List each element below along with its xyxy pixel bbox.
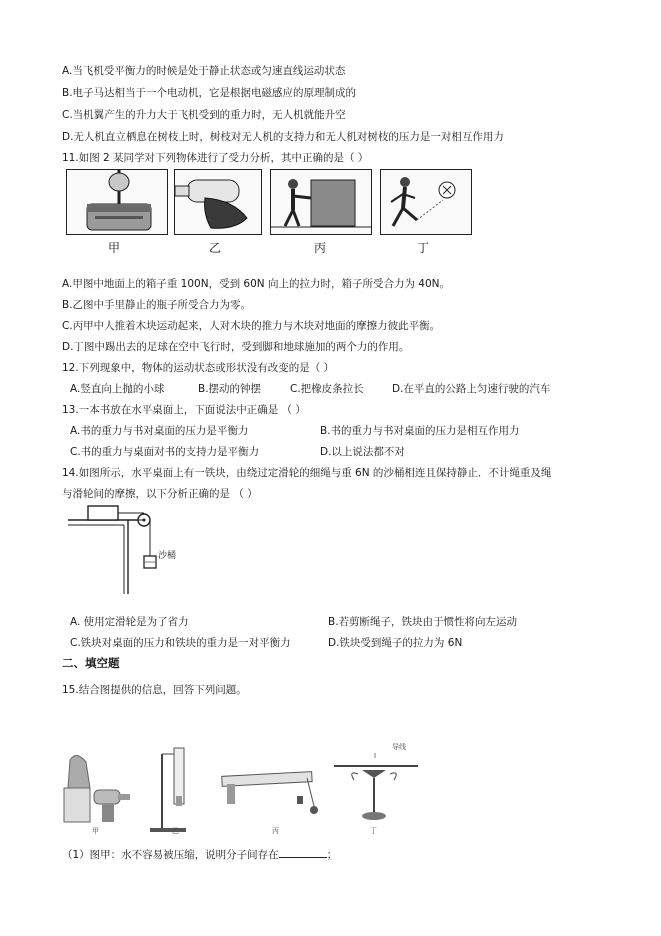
section-heading-fill-in: 二、填空题	[62, 656, 120, 670]
q15-sub1-suffix: ；	[326, 849, 338, 861]
q11-stem: 11.如图 2 某同学对下列物体进行了受力分析，其中正确的是（ ）	[62, 152, 369, 164]
q12-stem: 12.下列现象中，物体的运动状态或形状没有改变的是（ ）	[62, 362, 335, 374]
q15-fig-ding	[334, 766, 418, 820]
q15-stem: 15.结合图提供的信息，回答下列问题。	[62, 684, 247, 696]
q12-option-c: C.把橡皮条拉长	[290, 383, 364, 395]
q11-option-c: C.丙甲中人推着木块运动起来，人对木块的推力与木块对地面的摩擦力彼此平衡。	[62, 320, 441, 332]
q14-option-d: D.铁块受到绳子的拉力为 6N	[328, 637, 463, 649]
box-lift-illustration	[67, 170, 167, 234]
q11-panel-ding	[380, 169, 472, 235]
q15-label-jia: 甲	[92, 827, 99, 835]
q10-option-d: D.无人机直立栖息在树枝上时，树枝对无人机的支持力和无人机对树枝的压力是一对相互作用力	[62, 131, 504, 143]
q15-experiments-illustration	[62, 740, 422, 835]
q14-stem-line2: 与滑轮间的摩擦，以下分析正确的是 （ ）	[62, 488, 258, 500]
q13-option-b: B.书的重力与书对桌面的压力是相互作用力	[320, 425, 520, 437]
q14-option-b: B.若剪断绳子，铁块由于惯性将向左运动	[328, 616, 518, 628]
q11-panel-bing	[270, 169, 372, 235]
q15-label-bing: 丙	[272, 827, 279, 835]
wire-label: 导线	[392, 743, 406, 751]
kick-ball-illustration	[381, 170, 471, 234]
q12-option-d: D.在平直的公路上匀速行驶的汽车	[392, 383, 551, 395]
q14-pulley-figure	[68, 502, 188, 598]
q15-fig-bing	[222, 772, 318, 814]
q11-option-b: B.乙图中手里静止的瓶子所受合力为零。	[62, 299, 252, 311]
q15-fig-jia	[64, 755, 130, 822]
q10-option-c: C.当机翼产生的升力大于飞机受到的重力时，无人机就能升空	[62, 109, 346, 121]
q13-stem: 13.一本书放在水平桌面上，下面说法中正确是 （ ）	[62, 404, 306, 416]
q15-sub1-blank[interactable]	[279, 847, 327, 858]
q12-option-b: B.摆动的钟摆	[198, 383, 262, 395]
q11-panel-yi	[174, 169, 262, 235]
q11-option-a: A.甲图中地面上的箱子重 100N，受到 60N 向上的拉力时，箱子所受合力为 40N。	[62, 278, 451, 290]
q14-option-c: C.铁块对桌面的压力和铁块的重力是一对平衡力	[70, 637, 291, 649]
q11-panel-jia	[66, 169, 168, 235]
q10-option-a: A.当飞机受平衡力的时候是处于静止状态或匀速直线运动状态	[62, 65, 346, 77]
q11-label-ding: 丁	[416, 241, 429, 255]
current-label: I	[374, 752, 377, 760]
q15-sub1-prefix: （1）图甲：水不容易被压缩，说明分子间存在	[62, 849, 279, 861]
q10-option-b: B.电子马达相当于一个电动机，它是根据电磁感应的原理制成的	[62, 87, 357, 99]
q11-figure	[62, 167, 532, 267]
q15-sub1	[62, 847, 337, 862]
q15-label-ding: 丁	[370, 827, 377, 835]
q14-option-a: A. 使用定滑轮是为了省力	[70, 616, 189, 628]
q12-option-a: A.竖直向上抛的小球	[70, 383, 165, 395]
q13-option-d: D.以上说法都不对	[320, 446, 405, 458]
q11-option-d: D.丁图中踢出去的足球在空中飞行时，受到脚和地球施加的两个力的作用。	[62, 341, 410, 353]
q11-label-jia: 甲	[107, 241, 120, 255]
q14-stem-line1: 14.如图所示，水平桌面上有一铁块，由绕过定滑轮的细绳与重 6N 的沙桶相连且保持静止．不计绳重及绳	[62, 467, 552, 479]
q13-option-c: C.书的重力与桌面对书的支持力是平衡力	[70, 446, 260, 458]
bottle-in-hand-illustration	[175, 170, 261, 234]
q11-label-bing: 丙	[313, 241, 326, 255]
q15-figure	[62, 740, 422, 835]
sand-bucket-label: 沙桶	[158, 551, 177, 561]
q13-option-a: A.书的重力与书对桌面的压力是平衡力	[70, 425, 249, 437]
q15-fig-yi	[150, 748, 186, 832]
push-block-illustration	[271, 170, 371, 234]
q15-label-yi: 乙	[172, 827, 179, 835]
q11-label-yi: 乙	[208, 241, 221, 255]
